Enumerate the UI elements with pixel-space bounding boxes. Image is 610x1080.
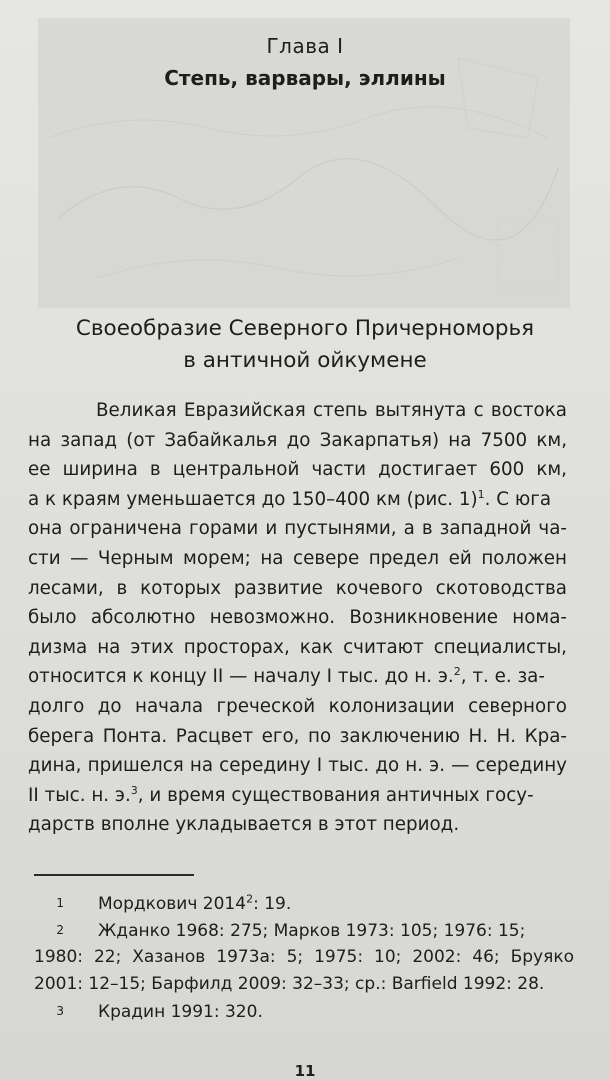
footnote-1-number: 1	[56, 896, 64, 910]
faded-map-lines	[38, 18, 570, 308]
section-heading-line-1: Своеобразие Северного Причерноморья	[75, 316, 535, 341]
chapter-title: Степь, варвары, эллины	[164, 66, 446, 90]
footnote-2	[34, 917, 574, 944]
footnote-3-text: Крадин 1991: 320.	[98, 1002, 263, 1022]
body-line-15: дарств вполне укладывается в этот период.	[28, 814, 460, 836]
body-line-13: дина, пришелся на середину I тыс. до н. э. — середину	[28, 755, 567, 777]
body-line-8: было абсолютно невозможно. Возникновение нома-	[28, 607, 567, 629]
chapter-label: Глава I	[266, 34, 344, 58]
body-line-12: берега Понта. Расцвет его, по заключению Н. Н. Кра-	[28, 725, 567, 747]
body-line-10-tail: , т. е. за-	[460, 666, 545, 688]
footnote-2-number: 2	[56, 923, 64, 937]
body-line-4-text: а к краям уменьшается до 150–400 км (рис. 1)	[28, 488, 478, 510]
page-number: 11	[294, 1062, 316, 1080]
body-line-7: лесами, в которых развитие кочевого скотоводства	[28, 577, 567, 599]
footnote-1-sup: 2	[246, 892, 254, 906]
footnote-1-text: Мордкович 2014	[98, 894, 247, 914]
footnote-ref-3[interactable]: 3	[130, 783, 138, 797]
footnote-2-line-1: Жданко 1968: 275; Марков 1973: 105; 1976: 15;	[98, 921, 526, 941]
body-line-4-tail: . С юга	[484, 488, 552, 510]
body-line-11: долго до начала греческой колонизации северного	[28, 695, 567, 717]
footnote-1	[34, 890, 574, 917]
body-line-1: Великая Евразийская степь вытянута с востока	[96, 400, 567, 421]
footnotes	[34, 890, 574, 1025]
section-heading-line-2: в античной ойкумене	[183, 348, 427, 373]
body-line-14-tail: , и время существования античных госу-	[137, 784, 534, 806]
body-line-10	[28, 662, 567, 692]
footnote-3-number: 3	[56, 1004, 64, 1018]
body-line-6: сти — Черным морем; на севере предел ей положен	[28, 547, 567, 569]
body-line-10-text: относится к концу II — началу I тыс. до н. э.	[28, 666, 454, 688]
body-line-3: ее ширина в центральной части достигает 600 км,	[28, 459, 567, 481]
footnote-ref-2[interactable]: 2	[453, 665, 461, 679]
section-heading	[40, 313, 570, 377]
body-line-4	[28, 485, 567, 515]
footnote-1-text-end: : 19.	[253, 894, 292, 914]
footnote-2-line-3: 2001: 12–15; Барфилд 2009: 32–33; ср.: Barfield 1992: 28.	[34, 974, 545, 994]
body-line-5: она ограничена горами и пустынями, а в западной ча-	[28, 518, 567, 540]
faded-map-background	[38, 18, 570, 308]
body-line-2: на запад (от Забайкалья до Закарпатья) на 7500 км,	[28, 429, 567, 451]
footnote-3	[34, 998, 574, 1025]
body-line-14-text: II тыс. н. э.	[28, 784, 131, 806]
footnote-2-line-2: 1980: 22; Хазанов 1973а: 5; 1975: 10; 2002: 46; Бруяко	[34, 947, 574, 967]
footnote-ref-1[interactable]: 1	[477, 487, 485, 501]
body-line-14	[28, 781, 567, 811]
body-line-9: дизма на этих просторах, как считают специалисты,	[28, 636, 567, 658]
footnote-divider	[34, 874, 194, 876]
body-paragraph	[28, 396, 567, 840]
